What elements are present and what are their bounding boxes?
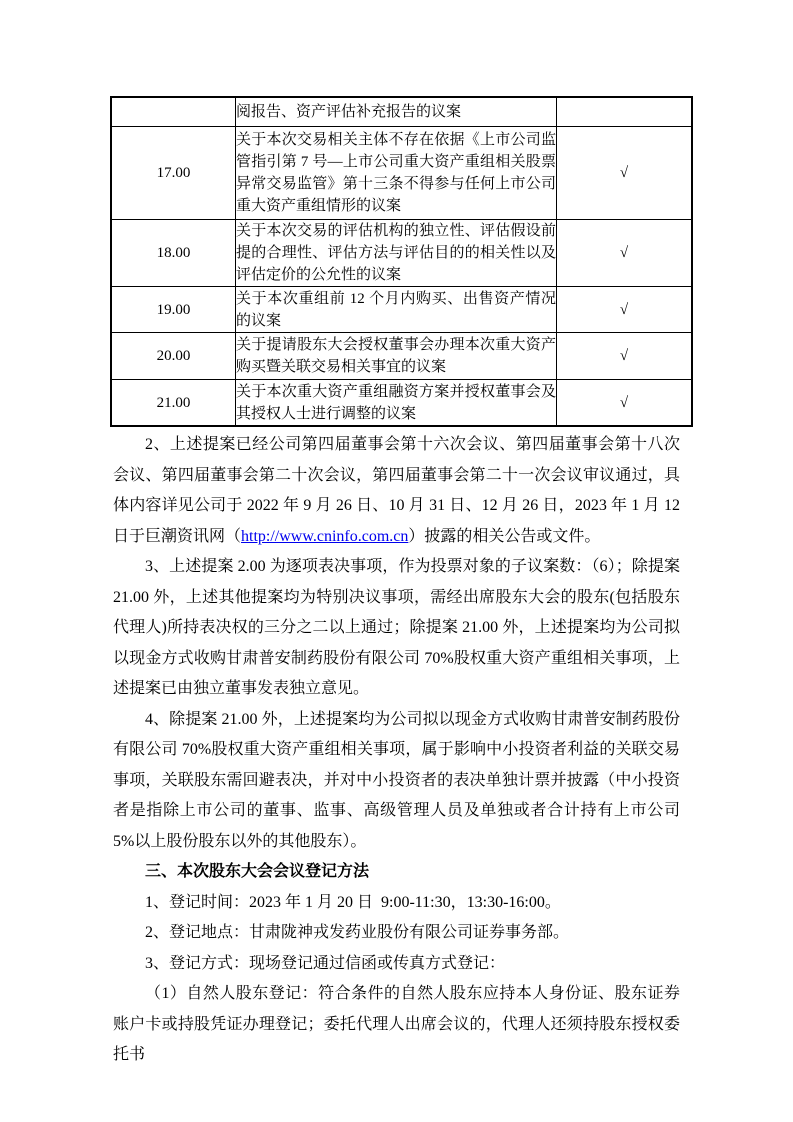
paragraph-board-approvals bbox=[113, 430, 680, 552]
proposal-description-cell: 关于本次交易相关主体不存在依据《上市公司监管指引第 7 号—上市公司重大资产重组相关股票异常交易监管》第十三条不得参与任何上市公司重大资产重组情形的议案 bbox=[236, 127, 557, 220]
paragraph-text: 2、上述提案已经公司第四届董事会第十六次会议、第四届董事会第十八次会议、第四届董事会第二十次会议，第四届董事会第二十一次会议审议通过，具体内容详见公司于 2022 年 9 月 26 日、10 月 31 日、12 月 26 日，2023 年 1 月 12 日于巨潮资讯网（ bbox=[113, 436, 680, 545]
checkmark-icon: √ bbox=[557, 220, 693, 287]
proposal-description-cell: 关于提请股东大会授权董事会办理本次重大资产购买暨关联交易相关事宜的议案 bbox=[236, 333, 557, 380]
vote-check-cell bbox=[557, 97, 693, 127]
table-row bbox=[111, 97, 692, 127]
proposal-description-cell: 关于本次交易的评估机构的独立性、评估假设前提的合理性、评估方法与评估目的的相关性以及评估定价的公允性的议案 bbox=[236, 220, 557, 287]
cninfo-link[interactable]: http://www.cninfo.com.cn bbox=[241, 527, 409, 545]
registration-place-item: 2、登记地点：甘肃陇神戎发药业股份有限公司证券事务部。 bbox=[145, 924, 570, 941]
proposal-number-cell: 17.00 bbox=[111, 127, 236, 220]
proposal-number-cell: 21.00 bbox=[111, 380, 236, 427]
paragraph-voting-rules: 3、上述提案 2.00 为逐项表决事项，作为投票对象的子议案数：（6）；除提案 21.00 外，上述其他提案均为特别决议事项，需经出席股东大会的股东(包括股东代理人)所持表决权的三分之二以上通过；除提案 21.00 外，上述提案均为公司拟以现金方式收购甘肃普安制药股份有限公司 70%股权重大资产重组相关事项，上述提案已由独立董事发表独立意见。 bbox=[113, 558, 680, 697]
registration-time-item: 1、登记时间：2023 年 1 月 20 日 9:00-11:30，13:30-16:00。 bbox=[145, 893, 561, 911]
proposal-number-cell bbox=[111, 97, 236, 127]
registration-way-item: 3、登记方式：现场登记通过信函或传真方式登记： bbox=[145, 954, 506, 972]
checkmark-icon: √ bbox=[557, 287, 693, 333]
proposal-voting-table bbox=[110, 96, 693, 427]
checkmark-icon: √ bbox=[557, 380, 693, 427]
table-row bbox=[111, 220, 692, 287]
table-row bbox=[111, 380, 692, 427]
natural-person-registration-item: （1）自然人股东登记：符合条件的自然人股东应持本人身份证、股东证券账户卡或持股凭证办理登记；委托代理人出席会议的，代理人还须持股东授权委托书 bbox=[113, 985, 680, 1063]
proposal-number-cell: 19.00 bbox=[111, 287, 236, 333]
proposal-table-container bbox=[110, 96, 693, 427]
document-body bbox=[113, 430, 680, 1071]
proposal-description-cell: 关于本次重大资产重组融资方案并授权董事会及其授权人士进行调整的议案 bbox=[236, 380, 557, 427]
checkmark-icon: √ bbox=[557, 333, 693, 380]
checkmark-icon: √ bbox=[557, 127, 693, 220]
table-row bbox=[111, 127, 692, 220]
table-row bbox=[111, 287, 692, 333]
proposal-number-cell: 20.00 bbox=[111, 333, 236, 380]
paragraph-text: ）披露的相关公告或文件。 bbox=[408, 527, 601, 545]
section-heading-registration-method: 三、本次股东大会会议登记方法 bbox=[145, 863, 370, 880]
proposal-description-cell: 关于本次重组前 12 个月内购买、出售资产情况的议案 bbox=[236, 287, 557, 333]
paragraph-minority-investors: 4、除提案 21.00 外，上述提案均为公司拟以现金方式收购甘肃普安制药股份有限公司 70%股权重大资产重组相关事项，属于影响中小投资者利益的关联交易事项，关联股东需回避表决，并对中小投资者的表决单独计票并披露（中小投资者是指除上市公司的董事、监事、高级管理人员及单独或者合计持有上市公司 5%以上股份股东以外的其他股东）。 bbox=[113, 710, 680, 850]
table-row bbox=[111, 333, 692, 380]
proposal-description-cell: 阅报告、资产评估补充报告的议案 bbox=[236, 97, 557, 127]
proposal-number-cell: 18.00 bbox=[111, 220, 236, 287]
